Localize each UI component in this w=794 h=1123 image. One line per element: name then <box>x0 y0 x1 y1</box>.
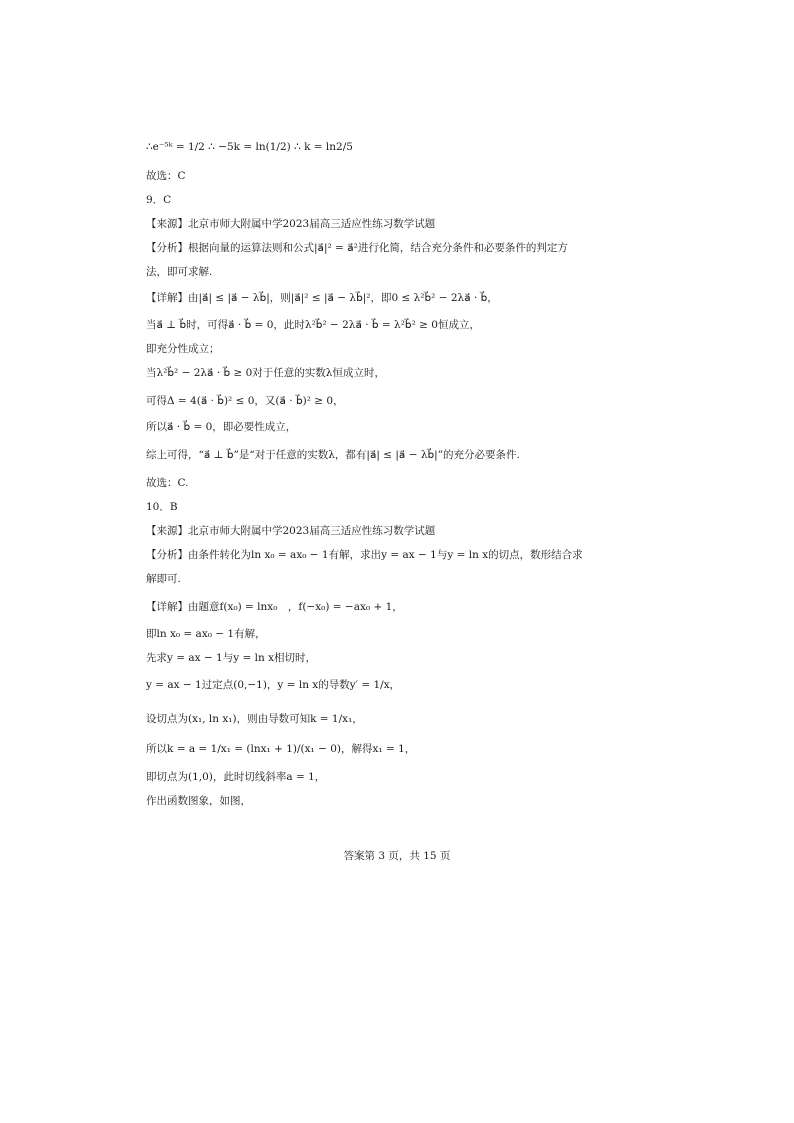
text-line: 当a⃗ ⊥ b⃗时，可得a⃗ · b⃗ = 0，此时λ²b⃗² − 2λa⃗ · b⃗ = λ²b⃗² ≥ 0恒成立， <box>146 319 480 331</box>
text-line: y = ax − 1过定点(0,−1)，y = ln x的导数y′ = 1/x， <box>146 679 401 691</box>
text-line: 10．B <box>146 501 178 513</box>
text-line: 所以k = a = 1/x₁ = (lnx₁ + 1)/(x₁ − 0)，解得x₁ = 1， <box>146 743 416 755</box>
text-line: 故选：C <box>146 170 186 182</box>
text-line: 当λ²b⃗² − 2λa⃗ · b⃗ ≥ 0对于任意的实数λ恒成立时， <box>146 367 385 379</box>
text-line: 【来源】北京市师大附属中学2023届高三适应性练习数学试题 <box>146 218 436 230</box>
text-line: 法，即可求解. <box>146 266 213 278</box>
text-line: 即ln x₀ = ax₀ − 1有解， <box>146 628 266 640</box>
text-line: ∴e⁻⁵ᵏ = 1/2 ∴ −5k = ln(1/2) ∴ k = ln2/5 <box>146 141 353 153</box>
text-line: 解即可. <box>146 573 181 585</box>
text-line: 所以a⃗ · b⃗ = 0，即必要性成立， <box>146 421 297 433</box>
text-line: 故选：C. <box>146 477 189 489</box>
page-footer: 答案第 3 页，共 15 页 <box>343 850 451 862</box>
text-line: 作出函数图象，如图， <box>146 795 251 807</box>
text-line: 即充分性成立； <box>146 343 220 355</box>
text-line: 【分析】根据向量的运算法则和公式|a⃗|² = a⃗²进行化简，结合充分条件和必要条件的判定方 <box>146 242 568 254</box>
text-line: 可得Δ = 4(a⃗ · b⃗)² ≤ 0，又(a⃗ · b⃗)² ≥ 0， <box>146 395 344 407</box>
text-line: 【分析】由条件转化为ln x₀ = ax₀ − 1有解，求出y = ax − 1与y = ln x的切点，数形结合求 <box>146 549 583 561</box>
text-line: 9．C <box>146 194 172 206</box>
text-line: 【详解】由题意f(x₀) = lnx₀ ，f(−x₀) = −ax₀ + 1， <box>146 601 403 613</box>
text-line: 综上可得，“a⃗ ⊥ b⃗”是“对于任意的实数λ，都有|a⃗| ≤ |a⃗ − λb⃗|”的充分必要条件. <box>146 449 520 461</box>
text-line: 先求y = ax − 1与y = ln x相切时， <box>146 652 317 664</box>
text-line: 设切点为(x₁, ln x₁)，则由导数可知k = 1/x₁， <box>146 713 363 725</box>
text-line: 【详解】由|a⃗| ≤ |a⃗ − λb⃗|，则|a⃗|² ≤ |a⃗ − λb⃗|²，即0 ≤ λ²b⃗² − 2λa⃗ · b⃗， <box>146 292 498 304</box>
text-line: 即切点为(1,0)，此时切线斜率a = 1， <box>146 771 326 783</box>
text-line: 【来源】北京市师大附属中学2023届高三适应性练习数学试题 <box>146 525 436 537</box>
